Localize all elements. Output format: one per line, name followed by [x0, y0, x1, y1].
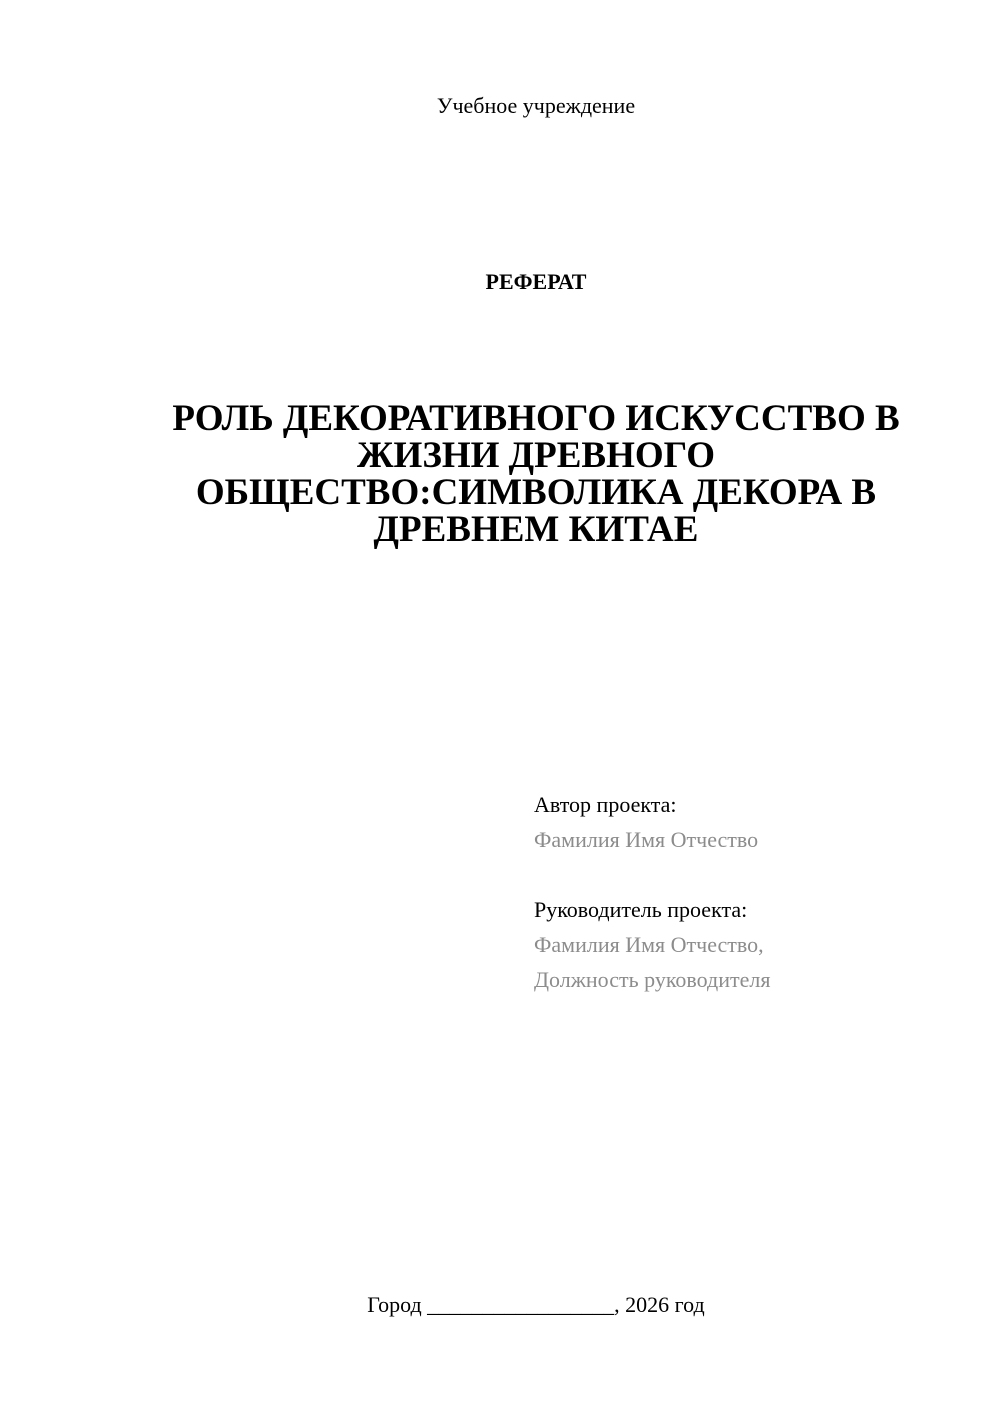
city-year-line: Город _________________, 2026 год: [367, 1292, 705, 1317]
title-line: ДРЕВНЕМ КИТАЕ: [373, 509, 699, 550]
document-type: РЕФЕРАТ: [485, 269, 587, 294]
title-line: ЖИЗНИ ДРЕВНОГО: [356, 435, 716, 476]
supervisor-position: Должность руководителя: [534, 967, 771, 992]
institution-name: Учебное учреждение: [436, 93, 636, 118]
credits-spacer: [534, 857, 974, 892]
title-line: ОБЩЕСТВО:СИМВОЛИКА ДЕКОРА В: [195, 472, 877, 513]
author-name: Фамилия Имя Отчество: [534, 827, 759, 852]
credits-block: [534, 787, 974, 997]
supervisor-label: Руководитель проекта:: [534, 897, 748, 922]
supervisor-name: Фамилия Имя Отчество,: [534, 932, 764, 957]
document-title: [130, 400, 942, 548]
author-label: Автор проекта:: [534, 792, 677, 817]
title-line: РОЛЬ ДЕКОРАТИВНОГО ИСКУССТВО В: [172, 398, 900, 439]
